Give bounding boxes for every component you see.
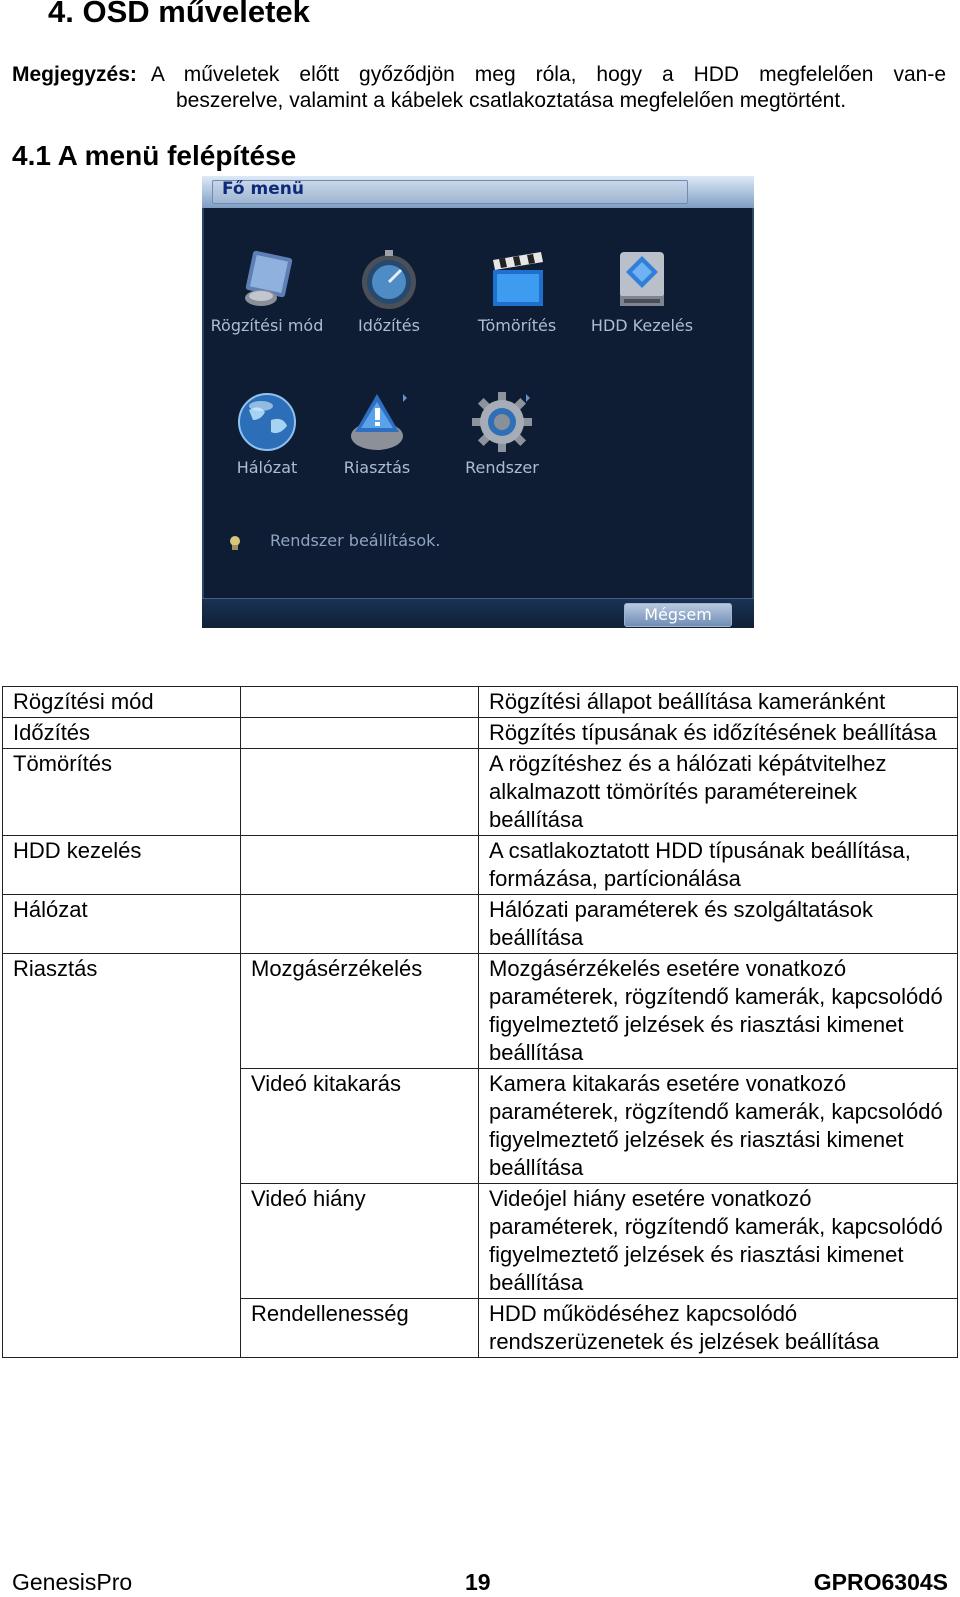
note-text-line2: beszerelve, valamint a kábelek csatlakoztatása megfelelően megtörtént. [176, 89, 847, 112]
osd-item-timer[interactable] [324, 248, 454, 335]
osd-item-label: Hálózat [236, 458, 298, 477]
osd-title: Fő menü [222, 179, 304, 199]
globe-icon [235, 390, 299, 454]
table-cell [241, 718, 479, 749]
osd-item-label: HDD Kezelés [590, 316, 694, 335]
table-cell: Rögzítési állapot beállítása kameránként [479, 687, 958, 718]
table-row [3, 836, 958, 895]
table-cell [241, 687, 479, 718]
page-number: 19 [465, 1569, 491, 1595]
table-cell: Rögzítés típusának és időzítésének beállítása [479, 718, 958, 749]
osd-item-alarm[interactable] [312, 390, 442, 477]
osd-main-menu-screenshot [202, 176, 754, 628]
table-cell: Videójel hiány esetére vonatkozó paraméterek, rögzítendő kamerák, kapcsolódó figyelmeztető jelzések és riasztási kimenet beállítása [479, 1184, 958, 1299]
page-footer [12, 1569, 948, 1597]
footer-brand: GenesisPro [12, 1569, 133, 1595]
table-cell: Időzítés [3, 718, 241, 749]
osd-titlebar [202, 176, 754, 208]
lightbulb-icon [226, 534, 244, 552]
table-cell: Hálózati paraméterek és szolgáltatások beállítása [479, 895, 958, 954]
note [12, 62, 946, 114]
table-cell: Riasztás [3, 954, 241, 1358]
table-cell [241, 836, 479, 895]
gear-icon [470, 390, 534, 454]
osd-item-label: Rendszer [465, 458, 539, 477]
osd-item-compression[interactable] [452, 248, 582, 335]
menu-structure-table [2, 686, 958, 1358]
osd-item-label: Riasztás [343, 458, 411, 477]
osd-item-recording-mode[interactable] [202, 248, 332, 335]
osd-item-label: Tömörítés [477, 316, 557, 335]
osd-item-label: Időzítés [358, 316, 420, 335]
table-cell [241, 749, 479, 836]
table-cell: Kamera kitakarás esetére vonatkozó paraméterek, rögzítendő kamerák, kapcsolódó figyelmeztető jelzések és riasztási kimenet beállítása [479, 1069, 958, 1184]
page-heading: 4. OSD műveletek [48, 0, 310, 29]
osd-item-hdd[interactable] [577, 248, 707, 335]
clapperboard-icon [485, 248, 549, 312]
table-cell: Rögzítési mód [3, 687, 241, 718]
table-cell: Mozgásérzékelés [241, 954, 479, 1069]
table-cell: Tömörítés [3, 749, 241, 836]
table-row [3, 718, 958, 749]
osd-hint-text: Rendszer beállítások. [270, 531, 441, 550]
table-row [3, 895, 958, 954]
footer-model: GPRO6304S [813, 1569, 948, 1595]
cancel-button[interactable]: Mégsem [624, 603, 732, 627]
section-heading: 4.1 A menü felépítése [12, 140, 297, 171]
table-cell: A csatlakoztatott HDD típusának beállítása, formázása, partícionálása [479, 836, 958, 895]
table-cell: A rögzítéshez és a hálózati képátvitelhez alkalmazott tömörítés paramétereinek beállítása [479, 749, 958, 836]
table-row [3, 749, 958, 836]
table-cell: Mozgásérzékelés esetére vonatkozó paraméterek, rögzítendő kamerák, kapcsolódó figyelmeztető jelzések és riasztási kimenet beállítása [479, 954, 958, 1069]
table-cell: Videó hiány [241, 1184, 479, 1299]
table-cell: Hálózat [3, 895, 241, 954]
alarm-warning-icon [345, 390, 409, 454]
table-cell [241, 895, 479, 954]
recording-mode-icon [235, 248, 299, 312]
table-cell: HDD kezelés [3, 836, 241, 895]
table-cell: Rendellenesség [241, 1299, 479, 1358]
timer-gauge-icon [357, 248, 421, 312]
note-label: Megjegyzés: [12, 63, 137, 86]
osd-item-label: Rögzítési mód [210, 316, 324, 335]
table-row [3, 954, 958, 1069]
hdd-icon [610, 248, 674, 312]
osd-item-system[interactable] [437, 390, 567, 477]
note-text-line1: A műveletek előtt győződjön meg róla, hogy a HDD megfelelően van-e [150, 63, 946, 86]
table-cell: Videó kitakarás [241, 1069, 479, 1184]
table-cell: HDD működéséhez kapcsolódó rendszerüzenetek és jelzések beállítása [479, 1299, 958, 1358]
table-row [3, 687, 958, 718]
